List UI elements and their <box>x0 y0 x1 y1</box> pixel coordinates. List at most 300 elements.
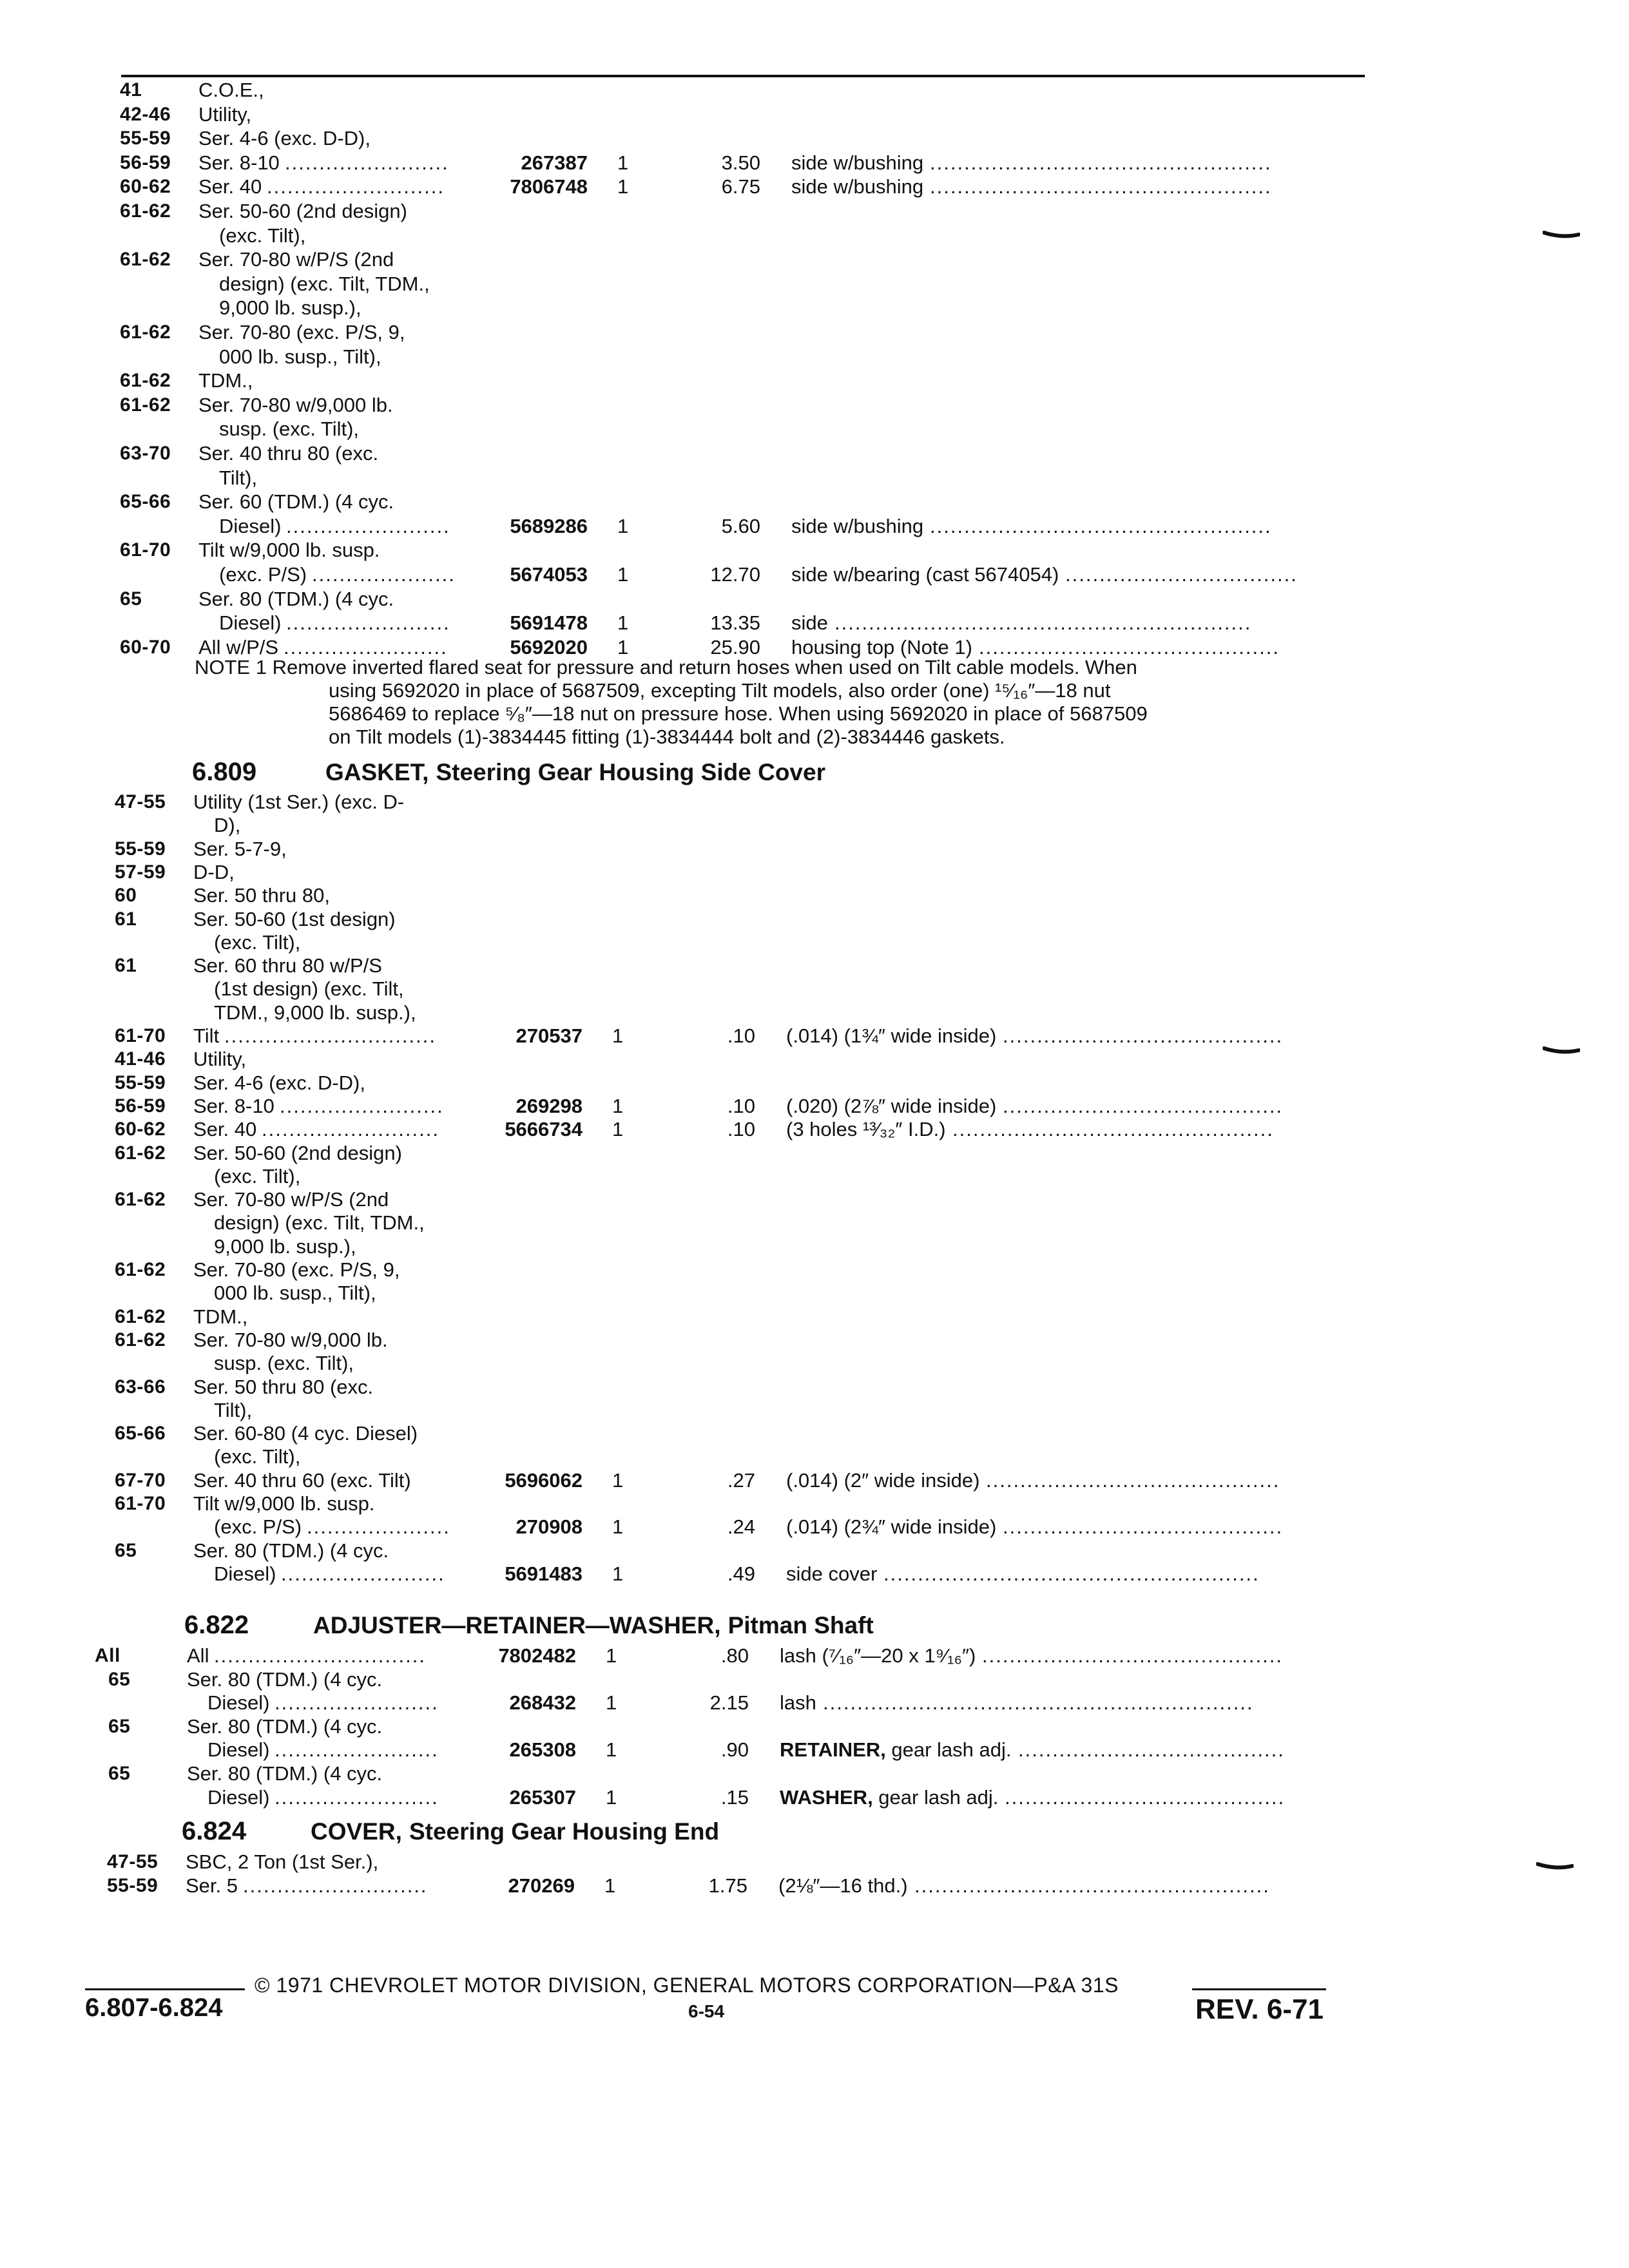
dot-leader: ......................................... <box>1003 1515 1284 1539</box>
model-description: (exc. Tilt), <box>214 1164 301 1187</box>
model-description: Ser. 80 (TDM.) (4 cyc. <box>187 1762 383 1785</box>
model-years: 65-66 <box>115 1423 166 1445</box>
model-description: Tilt w/9,000 lb. susp. <box>198 539 380 562</box>
model-years: 65 <box>108 1668 131 1690</box>
section-title-bold: ADJUSTER—RETAINER—WASHER, <box>313 1612 721 1639</box>
model-description: TDM., 9,000 lb. susp.), <box>214 1001 416 1024</box>
model-description: (exc. P/S) <box>214 1515 302 1539</box>
table-row <box>0 1761 1406 1787</box>
model-years: 61-70 <box>120 539 171 561</box>
model-years: 61-70 <box>115 1025 166 1046</box>
model-description: 9,000 lb. susp.), <box>219 296 361 320</box>
section-number: 6.824 <box>182 1817 247 1845</box>
model-years: 47-55 <box>107 1851 159 1872</box>
table-row <box>0 1849 1405 1875</box>
part-description-bold: WASHER, <box>780 1785 879 1809</box>
model-description: Ser. 70-80 w/P/S (2nd <box>198 248 394 271</box>
model-description: Ser. 50-60 (2nd design) <box>193 1141 402 1164</box>
margin-mark <box>1543 231 1580 240</box>
table-row <box>0 976 1412 1002</box>
model-description: Ser. 40 thru 60 (exc. Tilt) <box>193 1468 411 1492</box>
table-row <box>0 223 1418 249</box>
list-price: .10 <box>727 1118 755 1141</box>
model-description: Ser. 40 <box>193 1118 257 1141</box>
section-title-bold: GASKET, <box>325 759 429 785</box>
model-description: Ser. 50 thru 80, <box>193 884 330 907</box>
model-years: 61-62 <box>120 249 171 271</box>
part-number: 5674053 <box>510 563 588 586</box>
model-description: Ser. 80 (TDM.) (4 cyc. <box>187 1715 383 1738</box>
quantity: 1 <box>606 1644 617 1667</box>
quantity: 1 <box>606 1738 617 1762</box>
model-years: 65 <box>108 1715 131 1737</box>
model-years: 61-62 <box>115 1259 166 1280</box>
footer-copyright: © 1971 CHEVROLET MOTOR DIVISION, GENERAL MOTORS CORPORATION—P&A 31S <box>255 1974 1119 1997</box>
dot-leader: ....................................... <box>1018 1738 1285 1762</box>
part-number: 270537 <box>516 1024 583 1047</box>
model-description: design) (exc. Tilt, TDM., <box>214 1211 425 1235</box>
model-description: Diesel) <box>219 611 282 635</box>
table-row <box>0 271 1418 297</box>
part-description: side w/bearing (cast 5674054) <box>791 563 1059 586</box>
dot-leader: ............................................................. <box>834 611 1252 635</box>
table-row <box>0 1643 1406 1669</box>
part-number: 269298 <box>516 1094 583 1117</box>
dot-leader: ............................................................... <box>823 1691 1254 1715</box>
table-row <box>0 1350 1412 1376</box>
part-number: 5696062 <box>505 1468 583 1492</box>
part-number: 5691483 <box>505 1562 583 1585</box>
part-description: side w/bushing <box>791 175 924 198</box>
list-price: .10 <box>727 1094 755 1117</box>
table-row <box>0 1046 1412 1072</box>
model-years: 61-62 <box>115 1305 166 1327</box>
table-row <box>0 102 1418 128</box>
part-number: 265307 <box>509 1785 576 1809</box>
table-row <box>0 836 1412 862</box>
model-description: design) (exc. Tilt, TDM., <box>219 272 430 295</box>
model-description: 000 lb. susp., Tilt), <box>219 345 381 368</box>
table-row <box>0 907 1412 932</box>
table-row <box>0 586 1418 612</box>
table-row <box>0 953 1412 979</box>
model-years: 60-70 <box>120 636 171 658</box>
model-years: 61 <box>115 955 137 977</box>
table-row <box>0 1280 1412 1306</box>
model-description: TDM., <box>193 1305 248 1328</box>
part-description: side w/bushing <box>791 151 924 174</box>
table-row <box>0 174 1418 200</box>
list-price: 25.90 <box>710 635 760 658</box>
model-years: 57-59 <box>115 861 166 883</box>
list-price: 2.15 <box>709 1691 749 1715</box>
model-description: (1st design) (exc. Tilt, <box>214 977 404 1001</box>
table-row <box>0 489 1418 515</box>
table-row <box>0 1093 1412 1119</box>
table-row <box>0 392 1418 418</box>
model-years: 65 <box>108 1763 131 1784</box>
list-price: .90 <box>720 1738 749 1762</box>
list-price: .27 <box>727 1468 755 1492</box>
quantity: 1 <box>606 1691 617 1715</box>
model-years: 61-62 <box>120 200 171 222</box>
model-description: 000 lb. susp., Tilt), <box>214 1282 376 1305</box>
model-description: Ser. 50-60 (2nd design) <box>198 200 407 222</box>
model-description: All <box>187 1644 209 1667</box>
model-description: (exc. P/S) <box>219 563 307 586</box>
note1-line-2: using 5692020 in place of 5687509, excepting Tilt models, also order (one) ¹⁵⁄₁₆″—18 nut <box>329 679 1111 702</box>
model-description: susp. (exc. Tilt), <box>219 418 360 441</box>
part-description: housing top (Note 1) <box>791 635 972 658</box>
table-row <box>0 1023 1412 1049</box>
table-row <box>0 1398 1412 1423</box>
quantity: 1 <box>612 1118 624 1141</box>
part-description: side w/bushing <box>791 514 924 537</box>
model-description: 9,000 lb. susp.), <box>214 1235 356 1258</box>
model-description: D), <box>214 814 241 837</box>
model-years: 61 <box>115 908 137 930</box>
quantity: 1 <box>612 1468 624 1492</box>
table-row <box>0 1374 1412 1400</box>
dot-leader: .................................................. <box>930 514 1272 537</box>
model-description: SBC, 2 Ton (1st Ser.), <box>186 1850 379 1873</box>
table-row <box>0 812 1412 838</box>
note1-line-3: 5686469 to replace ⁵⁄₈″—18 nut on pressure hose. When using 5692020 in place of 5687509 <box>329 702 1148 725</box>
model-description: Ser. 60-80 (4 cyc. Diesel) <box>193 1422 418 1445</box>
dot-leader: ............................... <box>214 1644 426 1667</box>
model-years: 55-59 <box>120 128 171 149</box>
model-years: 41-46 <box>115 1048 166 1070</box>
model-description: Ser. 40 <box>198 175 262 198</box>
model-description: Tilt), <box>214 1398 253 1421</box>
model-years: 55-59 <box>115 1072 166 1093</box>
dot-leader: .................................................... <box>914 1874 1270 1897</box>
table-row <box>0 1327 1412 1353</box>
section-number: 6.822 <box>184 1611 249 1639</box>
quantity: 1 <box>612 1562 624 1585</box>
table-row <box>0 562 1418 588</box>
model-description: Ser. 8-10 <box>198 151 280 174</box>
model-description: (exc. Tilt), <box>214 1445 301 1468</box>
model-description: (exc. Tilt), <box>214 930 301 954</box>
quantity: 1 <box>617 611 629 635</box>
table-row <box>0 1164 1412 1189</box>
model-years: 56-59 <box>120 151 171 173</box>
model-description: Tilt), <box>219 466 258 489</box>
section-title <box>325 756 825 788</box>
model-years: 60-62 <box>115 1119 166 1140</box>
section-number: 6.809 <box>192 758 257 786</box>
quantity: 1 <box>606 1785 617 1809</box>
dot-leader: ............................... <box>224 1024 436 1047</box>
dot-leader: .................................. <box>1065 563 1298 586</box>
model-description: Ser. 60 thru 80 w/P/S <box>193 954 382 977</box>
part-description: (.020) (2⅞″ wide inside) <box>786 1094 997 1117</box>
model-description: D-D, <box>193 860 235 883</box>
model-description: Ser. 60 (TDM.) (4 cyc. <box>198 490 394 514</box>
part-number: 7802482 <box>498 1644 576 1667</box>
table-row <box>0 1667 1406 1693</box>
model-description: Ser. 70-80 w/9,000 lb. <box>193 1328 388 1351</box>
table-row <box>0 1140 1412 1166</box>
table-row <box>0 465 1418 491</box>
quantity: 1 <box>617 151 629 174</box>
dot-leader: ............................................ <box>979 635 1280 658</box>
part-description: (2⅛″—16 thd.) <box>778 1874 908 1897</box>
dot-leader: ............................................... <box>952 1118 1274 1141</box>
dot-leader: ........................... <box>243 1874 428 1897</box>
model-description: Ser. 80 (TDM.) (4 cyc. <box>193 1539 389 1562</box>
model-description: susp. (exc. Tilt), <box>214 1352 354 1375</box>
table-row <box>0 1491 1412 1517</box>
dot-leader: ....................................................... <box>883 1562 1260 1585</box>
model-description: Ser. 4-6 (exc. D-D), <box>193 1071 365 1094</box>
table-row <box>0 1538 1412 1564</box>
table-row <box>0 1257 1412 1283</box>
dot-leader: ..................... <box>312 563 456 586</box>
part-description: (3 holes ¹³⁄₃₂″ I.D.) <box>786 1118 946 1141</box>
model-years: 61-62 <box>120 370 171 392</box>
table-row <box>0 1444 1412 1470</box>
quantity: 1 <box>617 514 629 537</box>
table-row <box>0 1714 1406 1740</box>
section-title-bold: COVER, <box>311 1818 402 1845</box>
section-title-rest: Steering Gear Housing Side Cover <box>436 759 825 785</box>
model-description: Diesel) <box>207 1785 270 1809</box>
model-description: Ser. 80 (TDM.) (4 cyc. <box>187 1667 383 1691</box>
dot-leader: .................................................. <box>930 175 1272 198</box>
model-years: 61-62 <box>120 394 171 416</box>
dot-leader: .................................................. <box>930 151 1272 174</box>
table-row <box>0 789 1412 815</box>
model-description: Ser. 70-80 w/P/S (2nd <box>193 1188 389 1211</box>
part-number: 265308 <box>509 1738 576 1762</box>
list-price: 3.50 <box>721 151 760 174</box>
table-row <box>0 1070 1412 1096</box>
quantity: 1 <box>612 1515 624 1539</box>
part-description: side cover <box>786 1562 878 1585</box>
table-row <box>0 1873 1405 1899</box>
model-years: 61-70 <box>115 1493 166 1514</box>
model-description: Ser. 80 (TDM.) (4 cyc. <box>198 587 394 610</box>
margin-mark <box>1536 1862 1574 1871</box>
table-row <box>0 1737 1406 1763</box>
table-row <box>0 126 1418 151</box>
table-row <box>0 610 1418 636</box>
dot-leader: ........................ <box>275 1738 439 1762</box>
part-number: 5689286 <box>510 514 588 537</box>
table-row <box>0 320 1418 345</box>
footer-rule-right <box>1192 1988 1326 1990</box>
part-description: (.014) (1¾″ wide inside) <box>786 1024 997 1047</box>
model-description: C.O.E., <box>198 79 264 101</box>
model-years: 63-70 <box>120 443 171 464</box>
table-row <box>0 247 1418 273</box>
list-price: .24 <box>727 1515 755 1539</box>
model-years: 61-62 <box>115 1142 166 1164</box>
part-description: WASHER, gear lash adj. <box>780 1785 999 1809</box>
model-description: Ser. 5-7-9, <box>193 837 287 860</box>
dot-leader: ........................................... <box>986 1468 1280 1492</box>
model-years: 67-70 <box>115 1469 166 1491</box>
table-row <box>0 1000 1412 1026</box>
section-title-rest: Pitman Shaft <box>728 1612 874 1639</box>
footer-section-range: 6.807-6.824 <box>85 1994 223 2022</box>
part-number: 268432 <box>509 1691 576 1715</box>
list-price: .10 <box>727 1024 755 1047</box>
model-description: Ser. 70-80 w/9,000 lb. <box>198 393 393 416</box>
table-row <box>0 1785 1406 1811</box>
dot-leader: ........................ <box>286 514 450 537</box>
dot-leader: ........................ <box>284 635 448 658</box>
dot-leader: ......................................... <box>1003 1094 1284 1117</box>
table-row <box>0 1117 1412 1142</box>
part-description: RETAINER, gear lash adj. <box>780 1738 1012 1762</box>
dot-leader: ........................ <box>281 1562 445 1585</box>
quantity: 1 <box>617 635 629 658</box>
model-description: Ser. 40 thru 80 (exc. <box>198 442 379 465</box>
part-description: (.014) (2″ wide inside) <box>786 1468 980 1492</box>
part-number: 7806748 <box>510 175 588 198</box>
dot-leader: ........................ <box>285 151 449 174</box>
table-row <box>0 198 1418 224</box>
model-description: Ser. 4-6 (exc. D-D), <box>198 127 371 150</box>
section-title <box>313 1610 874 1641</box>
model-description: Diesel) <box>207 1691 270 1715</box>
dot-leader: ........................ <box>275 1691 439 1715</box>
model-years: 47-55 <box>115 791 166 812</box>
table-row <box>0 1690 1406 1716</box>
dot-leader: ........................ <box>280 1094 444 1117</box>
model-description: Ser. 50-60 (1st design) <box>193 907 396 930</box>
dot-leader: ........................ <box>275 1785 439 1809</box>
list-price: .80 <box>720 1644 749 1667</box>
part-description: lash <box>780 1691 816 1715</box>
part-number: 267387 <box>521 151 588 174</box>
quantity: 1 <box>604 1874 616 1897</box>
model-years: 65 <box>120 588 142 610</box>
list-price: .49 <box>727 1562 755 1585</box>
model-years: 41 <box>120 79 142 101</box>
footer-revision: REV. 6-71 <box>1195 1994 1324 2025</box>
table-row <box>0 344 1418 370</box>
table-row <box>0 1304 1412 1330</box>
model-years: 63-66 <box>115 1376 166 1398</box>
model-description: Ser. 8-10 <box>193 1094 275 1117</box>
quantity: 1 <box>617 175 629 198</box>
table-row <box>0 930 1412 956</box>
model-description: Utility, <box>198 102 252 126</box>
table-row <box>0 368 1418 394</box>
model-years: 65-66 <box>120 491 171 513</box>
dot-leader: .......................... <box>267 175 445 198</box>
dot-leader: ..................... <box>307 1515 450 1539</box>
model-description: Ser. 70-80 (exc. P/S, 9, <box>198 321 405 343</box>
model-years: 60 <box>115 885 137 907</box>
section-title-rest: Steering Gear Housing End <box>409 1818 720 1845</box>
footer-rule-left <box>85 1988 245 1990</box>
model-description: Ser. 50 thru 80 (exc. <box>193 1375 374 1398</box>
part-description-bold: RETAINER, <box>780 1738 892 1762</box>
model-description: (exc. Tilt), <box>219 224 306 247</box>
model-description: Tilt w/9,000 lb. susp. <box>193 1492 375 1515</box>
model-description: All w/P/S <box>198 635 279 658</box>
note1-line-4: on Tilt models (1)-3834445 fitting (1)-3834444 bolt and (2)-3834446 gaskets. <box>329 726 1005 748</box>
model-description: Ser. 5 <box>186 1874 238 1897</box>
model-years: 56-59 <box>115 1095 166 1117</box>
part-number: 5692020 <box>510 635 588 658</box>
part-description: side <box>791 611 828 635</box>
model-description: Diesel) <box>214 1562 276 1585</box>
model-description: Tilt <box>193 1024 220 1047</box>
model-description: TDM., <box>198 369 253 392</box>
part-number: 5691478 <box>510 611 588 635</box>
section-title <box>311 1816 719 1847</box>
table-row <box>0 883 1412 908</box>
model-years: 65 <box>115 1539 137 1561</box>
model-years: 55-59 <box>115 838 166 860</box>
list-price: 5.60 <box>721 514 760 537</box>
table-row <box>0 416 1418 442</box>
model-description: Diesel) <box>219 514 282 537</box>
table-row <box>0 1421 1412 1446</box>
model-description: Diesel) <box>207 1738 270 1762</box>
list-price: .15 <box>720 1785 749 1809</box>
quantity: 1 <box>617 563 629 586</box>
list-price: 1.75 <box>708 1874 747 1897</box>
model-description: Utility, <box>193 1048 247 1071</box>
table-row <box>0 514 1418 539</box>
dot-leader: .......................... <box>262 1118 439 1141</box>
table-row <box>0 1561 1412 1587</box>
model-years: All <box>95 1645 120 1666</box>
table-row <box>0 295 1418 321</box>
table-row <box>0 1210 1412 1236</box>
model-years: 61-62 <box>115 1189 166 1211</box>
margin-mark <box>1543 1046 1580 1055</box>
list-price: 12.70 <box>710 563 760 586</box>
table-row <box>0 441 1418 466</box>
model-years: 42-46 <box>120 103 171 125</box>
dot-leader: ......................................... <box>1003 1024 1284 1047</box>
quantity: 1 <box>612 1094 624 1117</box>
table-row <box>0 150 1418 176</box>
table-row <box>0 1234 1412 1260</box>
dot-leader: ......................................... <box>1005 1785 1286 1809</box>
dot-leader: ........................ <box>286 611 450 635</box>
model-years: 55-59 <box>107 1874 159 1896</box>
note1-line-1: NOTE 1 Remove inverted flared seat for pressure and return hoses when used on Tilt cable models. When <box>195 656 1137 678</box>
table-row <box>0 1187 1412 1213</box>
list-price: 13.35 <box>710 611 760 635</box>
part-number: 5666734 <box>505 1118 583 1141</box>
model-years: 61-62 <box>120 322 171 343</box>
model-years: 61-62 <box>115 1329 166 1350</box>
list-price: 6.75 <box>721 175 760 198</box>
part-number: 270269 <box>508 1874 575 1897</box>
model-years: 60-62 <box>120 176 171 198</box>
part-number: 270908 <box>516 1515 583 1539</box>
part-description: lash (⁷⁄₁₆″—20 x 1⁹⁄₁₆″) <box>780 1644 976 1667</box>
model-description: Utility (1st Ser.) (exc. D- <box>193 791 405 813</box>
table-row <box>0 77 1418 103</box>
dot-leader: ............................................ <box>982 1644 1283 1667</box>
table-row <box>0 1514 1412 1540</box>
table-row <box>0 537 1418 563</box>
table-row <box>0 1468 1412 1494</box>
table-row <box>0 860 1412 885</box>
quantity: 1 <box>612 1024 624 1047</box>
